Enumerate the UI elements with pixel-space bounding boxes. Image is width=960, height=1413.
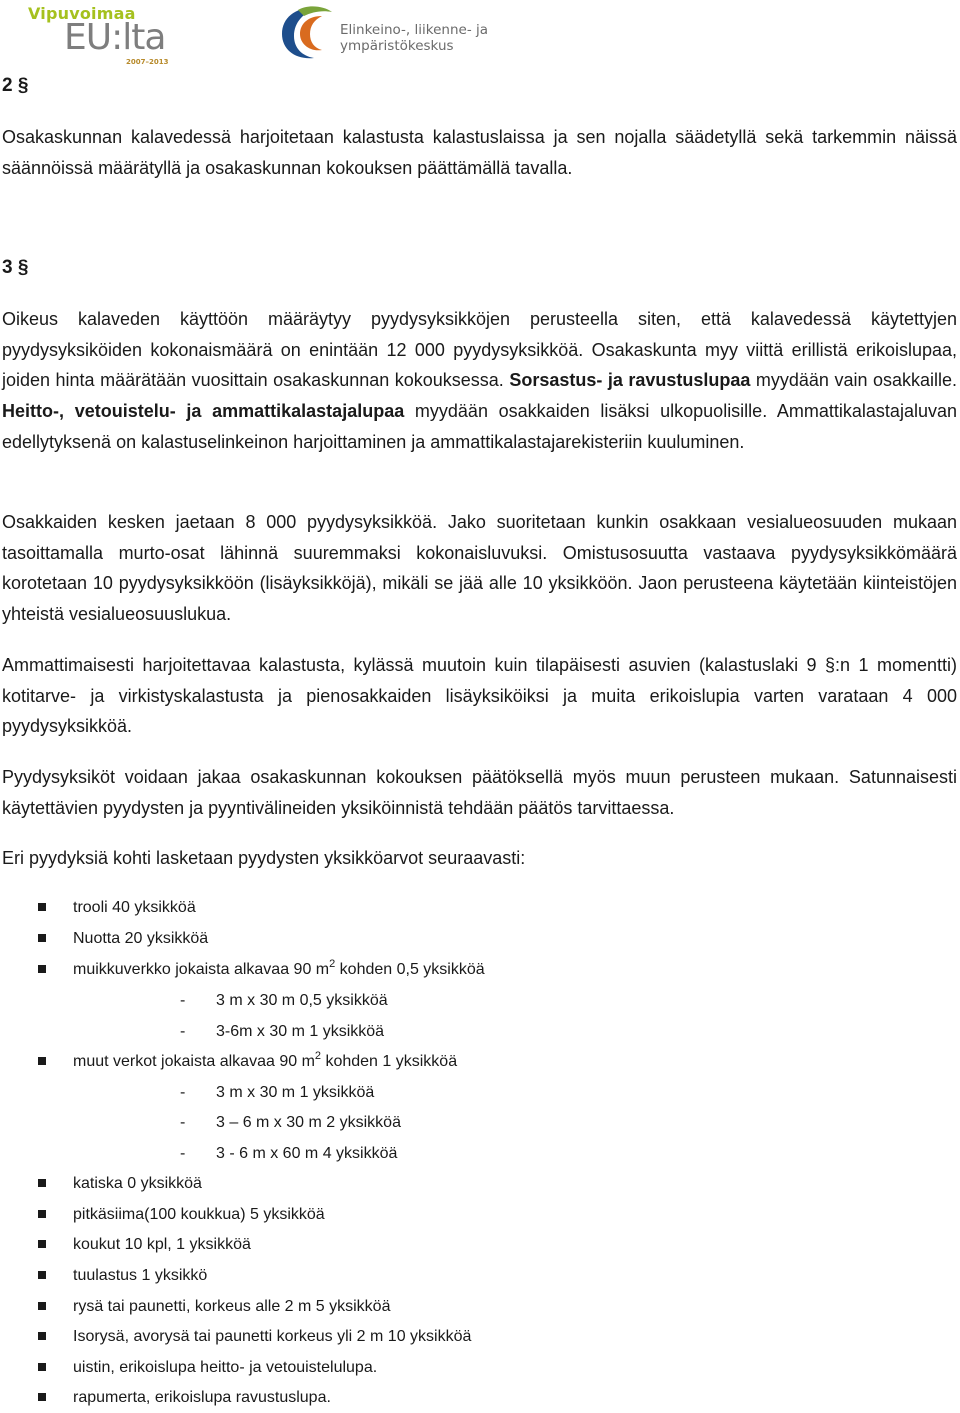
bullet-icon (38, 1363, 46, 1371)
ely-logo-text (340, 22, 488, 54)
dash-marker: - (180, 1145, 186, 1162)
list-item-text: kohden 0,5 yksikköä (335, 961, 485, 978)
p1-bold-heitto: Heitto-, vetouistelu- ja ammattikalastajalupaa (2, 401, 405, 422)
sub-list-item-text: 3 m x 30 m 1 yksikköä (216, 1084, 375, 1101)
bullet-icon (38, 1393, 46, 1401)
list-item: pitkäsiima(100 koukkua) 5 yksikköä (73, 1206, 325, 1223)
p1-bold-sorsastus: Sorsastus- ja ravustuslupaa (509, 370, 751, 391)
sub-list-item (180, 990, 388, 1012)
list-item: Nuotta 20 yksikköä (73, 930, 209, 947)
list-item (73, 1051, 457, 1073)
dash-marker: - (180, 1023, 186, 1040)
section-2-heading: 2 § (2, 75, 29, 96)
list-item: trooli 40 yksikköä (73, 899, 196, 916)
list-item: rapumerta, erikoislupa ravustuslupa. (73, 1389, 331, 1406)
list-item (73, 959, 485, 981)
p1-text-a: Oikeus kalaveden käyttöön määräytyy pyydysyksikköjen perusteella siten, että kalavedessä käytettyjen pyydysyksiköiden kokonaismäärä on enintään 12 000 pyydysyksikköä. Osakaskunta myy viittä erillistä erikoislupaa, joiden hinta määrätään vuosittain osakaskunnan kokouksessa. (2, 309, 957, 391)
bullet-icon (38, 903, 46, 911)
sub-list-item (180, 1082, 374, 1104)
section-3-paragraph-3: Ammattimaisesti harjoitettavaa kalastusta, kylässä muutoin kuin tilapäisesti asuvien (kalastuslaki 9 §:n 1 momentti) kotitarve- ja virkistyskalastusta ja pienosakkaiden lisäyksiköiksi ja muita erikoislupia varten varataan 4 000 pyydysyksikköä. (2, 655, 957, 737)
bullet-icon (38, 965, 46, 973)
sub-list-item-text: 3 m x 30 m 0,5 yksikköä (216, 992, 388, 1009)
logo-vipuvoimaa-text: Vipuvoimaa (28, 4, 136, 23)
bullet-icon (38, 1271, 46, 1279)
list-item: uistin, erikoislupa heitto- ja vetouistelulupa. (73, 1359, 378, 1376)
dash-marker: - (180, 992, 186, 1009)
p1-text-e: myydään osakkaiden lisäksi ulkopuolisille. Ammattikalastajaluvan edellytyksenä on kalastuselinkeinon harjoittaminen ja ammattikalastajarekisteriin kuuluminen. (2, 401, 957, 452)
section-3-heading: 3 § (2, 257, 29, 278)
sub-list-item-text: 3-6m x 30 m 1 yksikköä (216, 1023, 385, 1040)
superscript: 2 (329, 958, 336, 970)
ely-emblem-icon (278, 4, 334, 62)
logo-eu-text: EU:lta (64, 17, 166, 58)
p1-text-c: myydään vain osakkaille. (750, 370, 957, 391)
section-3-paragraph-2: Osakkaiden kesken jaetaan 8 000 pyydysyksikköä. Jako suoritetaan kunkin osakkaan vesialueosuuden mukaan tasoittamalla murto-osat lähinnä suuremmaksi kokonaisluvuksi. Omistusosuutta vastaava pyydysyksikkömäärä korotetaan 10 pyydysyksikköön (lisäyksikköjä), mikäli se jää alle 10 yksikköön. Jaon perusteena käytetään kiinteistöjen yhteistä vesialueosuuslukua. (2, 512, 957, 625)
bullet-icon (38, 1332, 46, 1340)
list-item: Isorysä, avorysä tai paunetti korkeus yli 2 m 10 yksikköä (73, 1328, 472, 1345)
section-3-paragraph-4: Pyydysyksiköt voidaan jakaa osakaskunnan kokouksen päätöksellä myös muun perusteen mukaan. Satunnaisesti käytettävien pyydysten ja pyyntivälineiden yksiköinnistä tehdään päätös tarvittaessa. (2, 767, 957, 818)
sub-list-item-text: 3 – 6 m x 30 m 2 yksikköä (216, 1114, 401, 1131)
header-logos (0, 0, 960, 72)
bullet-icon (38, 1240, 46, 1248)
dash-marker: - (180, 1084, 186, 1101)
list-item-text: kohden 1 yksikköä (321, 1053, 458, 1070)
list-item: koukut 10 kpl, 1 yksikköä (73, 1236, 251, 1253)
bullet-icon (38, 1210, 46, 1218)
sub-list-item (180, 1143, 397, 1165)
list-item: rysä tai paunetti, korkeus alle 2 m 5 yksikköä (73, 1298, 391, 1315)
bullet-icon (38, 1057, 46, 1065)
list-item: tuulastus 1 yksikkö (73, 1267, 208, 1284)
section-3-paragraph-5: Eri pyydyksiä kohti lasketaan pyydysten yksikköarvot seuraavasti: (2, 848, 526, 868)
vipuvoimaa-eu-logo (22, 2, 182, 70)
list-item-text: muut verkot jokaista alkavaa 90 m (73, 1053, 315, 1070)
bullet-icon (38, 1179, 46, 1187)
sub-list-item-text: 3 - 6 m x 60 m 4 yksikköä (216, 1145, 398, 1162)
ely-logo-line2: ympäristökeskus (340, 38, 454, 54)
ely-logo-line1: Elinkeino-, liikenne- ja (340, 22, 488, 38)
ely-keskus-logo (278, 4, 518, 64)
list-item-text: muikkuverkko jokaista alkavaa 90 m (73, 961, 330, 978)
superscript: 2 (314, 1050, 322, 1062)
sub-list-item (180, 1021, 384, 1043)
sub-list-item (180, 1112, 401, 1134)
section-3-paragraph-1 (2, 304, 957, 458)
bullet-icon (38, 934, 46, 942)
logo-years-text: 2007–2013 (126, 58, 169, 66)
bullet-icon (38, 1302, 46, 1310)
section-2-paragraph: Osakaskunnan kalavedessä harjoitetaan kalastusta kalastuslaissa ja sen nojalla säädetyllä sekä tarkemmin näissä säännöissä määrätyllä ja osakaskunnan kokouksen päättämällä tavalla. (2, 127, 957, 178)
dash-marker: - (180, 1114, 186, 1131)
list-item: katiska 0 yksikköä (73, 1175, 202, 1192)
